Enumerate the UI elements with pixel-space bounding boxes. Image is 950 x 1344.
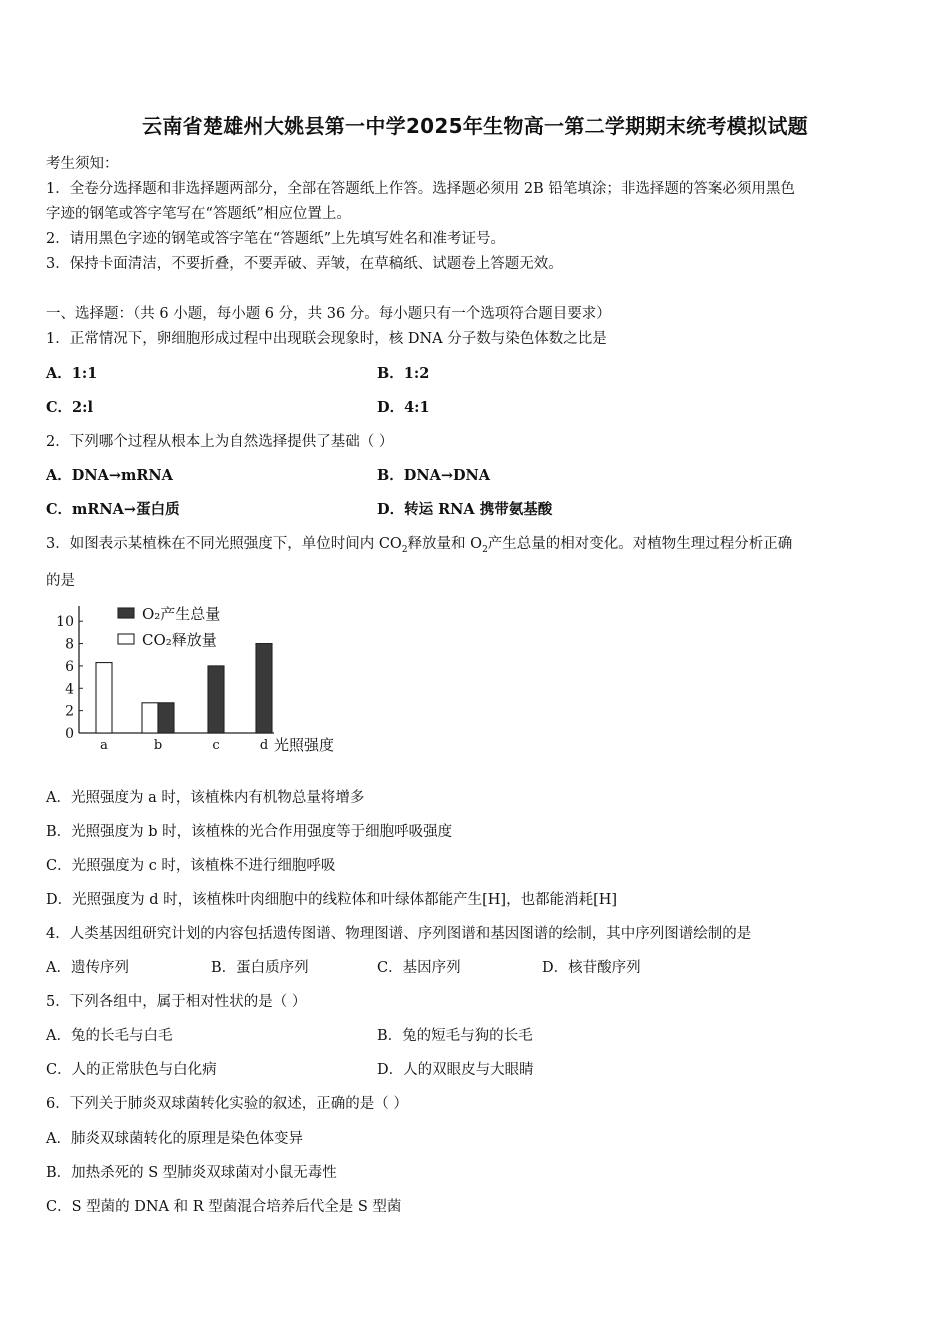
q5-option-d[interactable]: D．人的双眼皮与大眼睛: [377, 1062, 534, 1078]
q6-option-a[interactable]: A．肺炎双球菌转化的原理是染色体变异: [46, 1131, 303, 1147]
x-tick-label: d: [259, 738, 269, 753]
legend-swatch: [118, 608, 134, 618]
q4-option-a[interactable]: A．遗传序列: [46, 960, 129, 976]
y-tick-label: 4: [65, 681, 74, 698]
x-tick-label: a: [100, 738, 108, 753]
legend-label: CO₂释放量: [142, 631, 217, 649]
notice-item-1: 1．全卷分选择题和非选择题两部分，全部在答题纸上作答。选择题必须用 2B 铅笔填涂；非选择题的答案必须用黑色: [46, 181, 795, 197]
section-heading: 一、选择题：（共 6 小题，每小题 6 分，共 36 分。每小题只有一个选项符合题目要求）: [46, 306, 611, 322]
question-6-stem: 6．下列关于肺炎双球菌转化实验的叙述，正确的是（ ）: [46, 1096, 408, 1112]
q3-stem-part-2: 释放量和 O: [407, 536, 483, 552]
question-5-stem: 5．下列各组中，属于相对性状的是（ ）: [46, 994, 307, 1010]
y-tick-label: 6: [65, 658, 74, 675]
x-tick-label: b: [153, 738, 163, 753]
q4-option-b[interactable]: B．蛋白质序列: [211, 960, 309, 976]
y-tick-label: 10: [56, 614, 74, 631]
q5-option-a[interactable]: A．兔的长毛与白毛: [46, 1028, 173, 1044]
y-tick-label: 2: [65, 703, 74, 720]
question-3-stem: [46, 532, 792, 555]
q6-option-b[interactable]: B．加热杀死的 S 型肺炎双球菌对小鼠无毒性: [46, 1165, 337, 1181]
q4-option-d[interactable]: D．核苷酸序列: [542, 960, 641, 976]
q1-option-d[interactable]: D．4:1: [377, 399, 430, 416]
bar-CO2释放量-a: [96, 663, 112, 733]
x-axis-label: 光照强度: [274, 736, 335, 754]
bar-CO2释放量-b: [142, 703, 158, 733]
bar-O2产生总量-c: [208, 666, 224, 733]
q1-option-c[interactable]: C．2:l: [46, 399, 93, 416]
q3-option-b[interactable]: B．光照强度为 b 时，该植株的光合作用强度等于细胞呼吸强度: [46, 824, 453, 840]
q3-option-c[interactable]: C．光照强度为 c 时，该植株不进行细胞呼吸: [46, 858, 336, 874]
legend-label: O₂产生总量: [142, 605, 221, 623]
q2-option-d[interactable]: D．转运 RNA 携带氨基酸: [377, 501, 553, 518]
q5-option-b[interactable]: B．兔的短毛与狗的长毛: [377, 1028, 533, 1044]
y-tick-label: 0: [65, 726, 74, 742]
co2-subscript: 2: [401, 544, 408, 555]
notice-heading: 考生须知：: [46, 156, 119, 172]
question-3-stem-cont: 的是: [46, 573, 75, 589]
notice-item-1-cont: 字迹的钢笔或答字笔写在“答题纸”相应位置上。: [46, 206, 351, 222]
q2-option-c[interactable]: C．mRNA→蛋白质: [46, 501, 180, 518]
o2-subscript: 2: [482, 544, 488, 555]
q3-option-d[interactable]: D．光照强度为 d 时，该植株叶肉细胞中的线粒体和叶绿体都能产生[H]，也都能消耗[H]: [46, 892, 618, 908]
q3-stem-part-3: 产生总量的相对变化。对植物生理过程分析正确: [487, 536, 793, 552]
y-tick-label: 8: [65, 636, 74, 653]
q2-option-a[interactable]: A．DNA→mRNA: [46, 467, 173, 484]
q4-option-c[interactable]: C．基因序列: [377, 960, 461, 976]
bar-O2产生总量-b: [158, 703, 174, 733]
question-2-stem: 2．下列哪个过程从根本上为自然选择提供了基础（ ）: [46, 434, 394, 450]
bar-chart: [52, 598, 362, 760]
q1-option-a[interactable]: A．1:1: [46, 365, 98, 382]
question-1-stem: 1．正常情况下，卵细胞形成过程中出现联会现象时，核 DNA 分子数与染色体数之比是: [46, 331, 607, 347]
bar-O2产生总量-d: [256, 644, 272, 733]
x-tick-label: c: [212, 738, 220, 753]
q2-option-b[interactable]: B．DNA→DNA: [377, 467, 491, 484]
page-title: 云南省楚雄州大姚县第一中学2025年生物高一第二学期期末统考模拟试题: [142, 114, 808, 138]
q1-option-b[interactable]: B．1:2: [377, 365, 430, 382]
q5-option-c[interactable]: C．人的正常肤色与白化病: [46, 1062, 217, 1078]
notice-item-3: 3．保持卡面清洁，不要折叠，不要弄破、弄皱，在草稿纸、试题卷上答题无效。: [46, 256, 563, 272]
q6-option-c[interactable]: C．S 型菌的 DNA 和 R 型菌混合培养后代全是 S 型菌: [46, 1199, 402, 1215]
legend-swatch: [118, 634, 134, 644]
q3-option-a[interactable]: A．光照强度为 a 时，该植株内有机物总量将增多: [46, 790, 365, 806]
question-4-stem: 4．人类基因组研究计划的内容包括遗传图谱、物理图谱、序列图谱和基因图谱的绘制，其中序列图谱绘制的是: [46, 926, 752, 942]
notice-item-2: 2．请用黑色字迹的钢笔或答字笔在“答题纸”上先填写姓名和准考证号。: [46, 231, 506, 247]
q3-stem-part-1: 3．如图表示某植株在不同光照强度下，单位时间内 CO: [46, 536, 402, 552]
